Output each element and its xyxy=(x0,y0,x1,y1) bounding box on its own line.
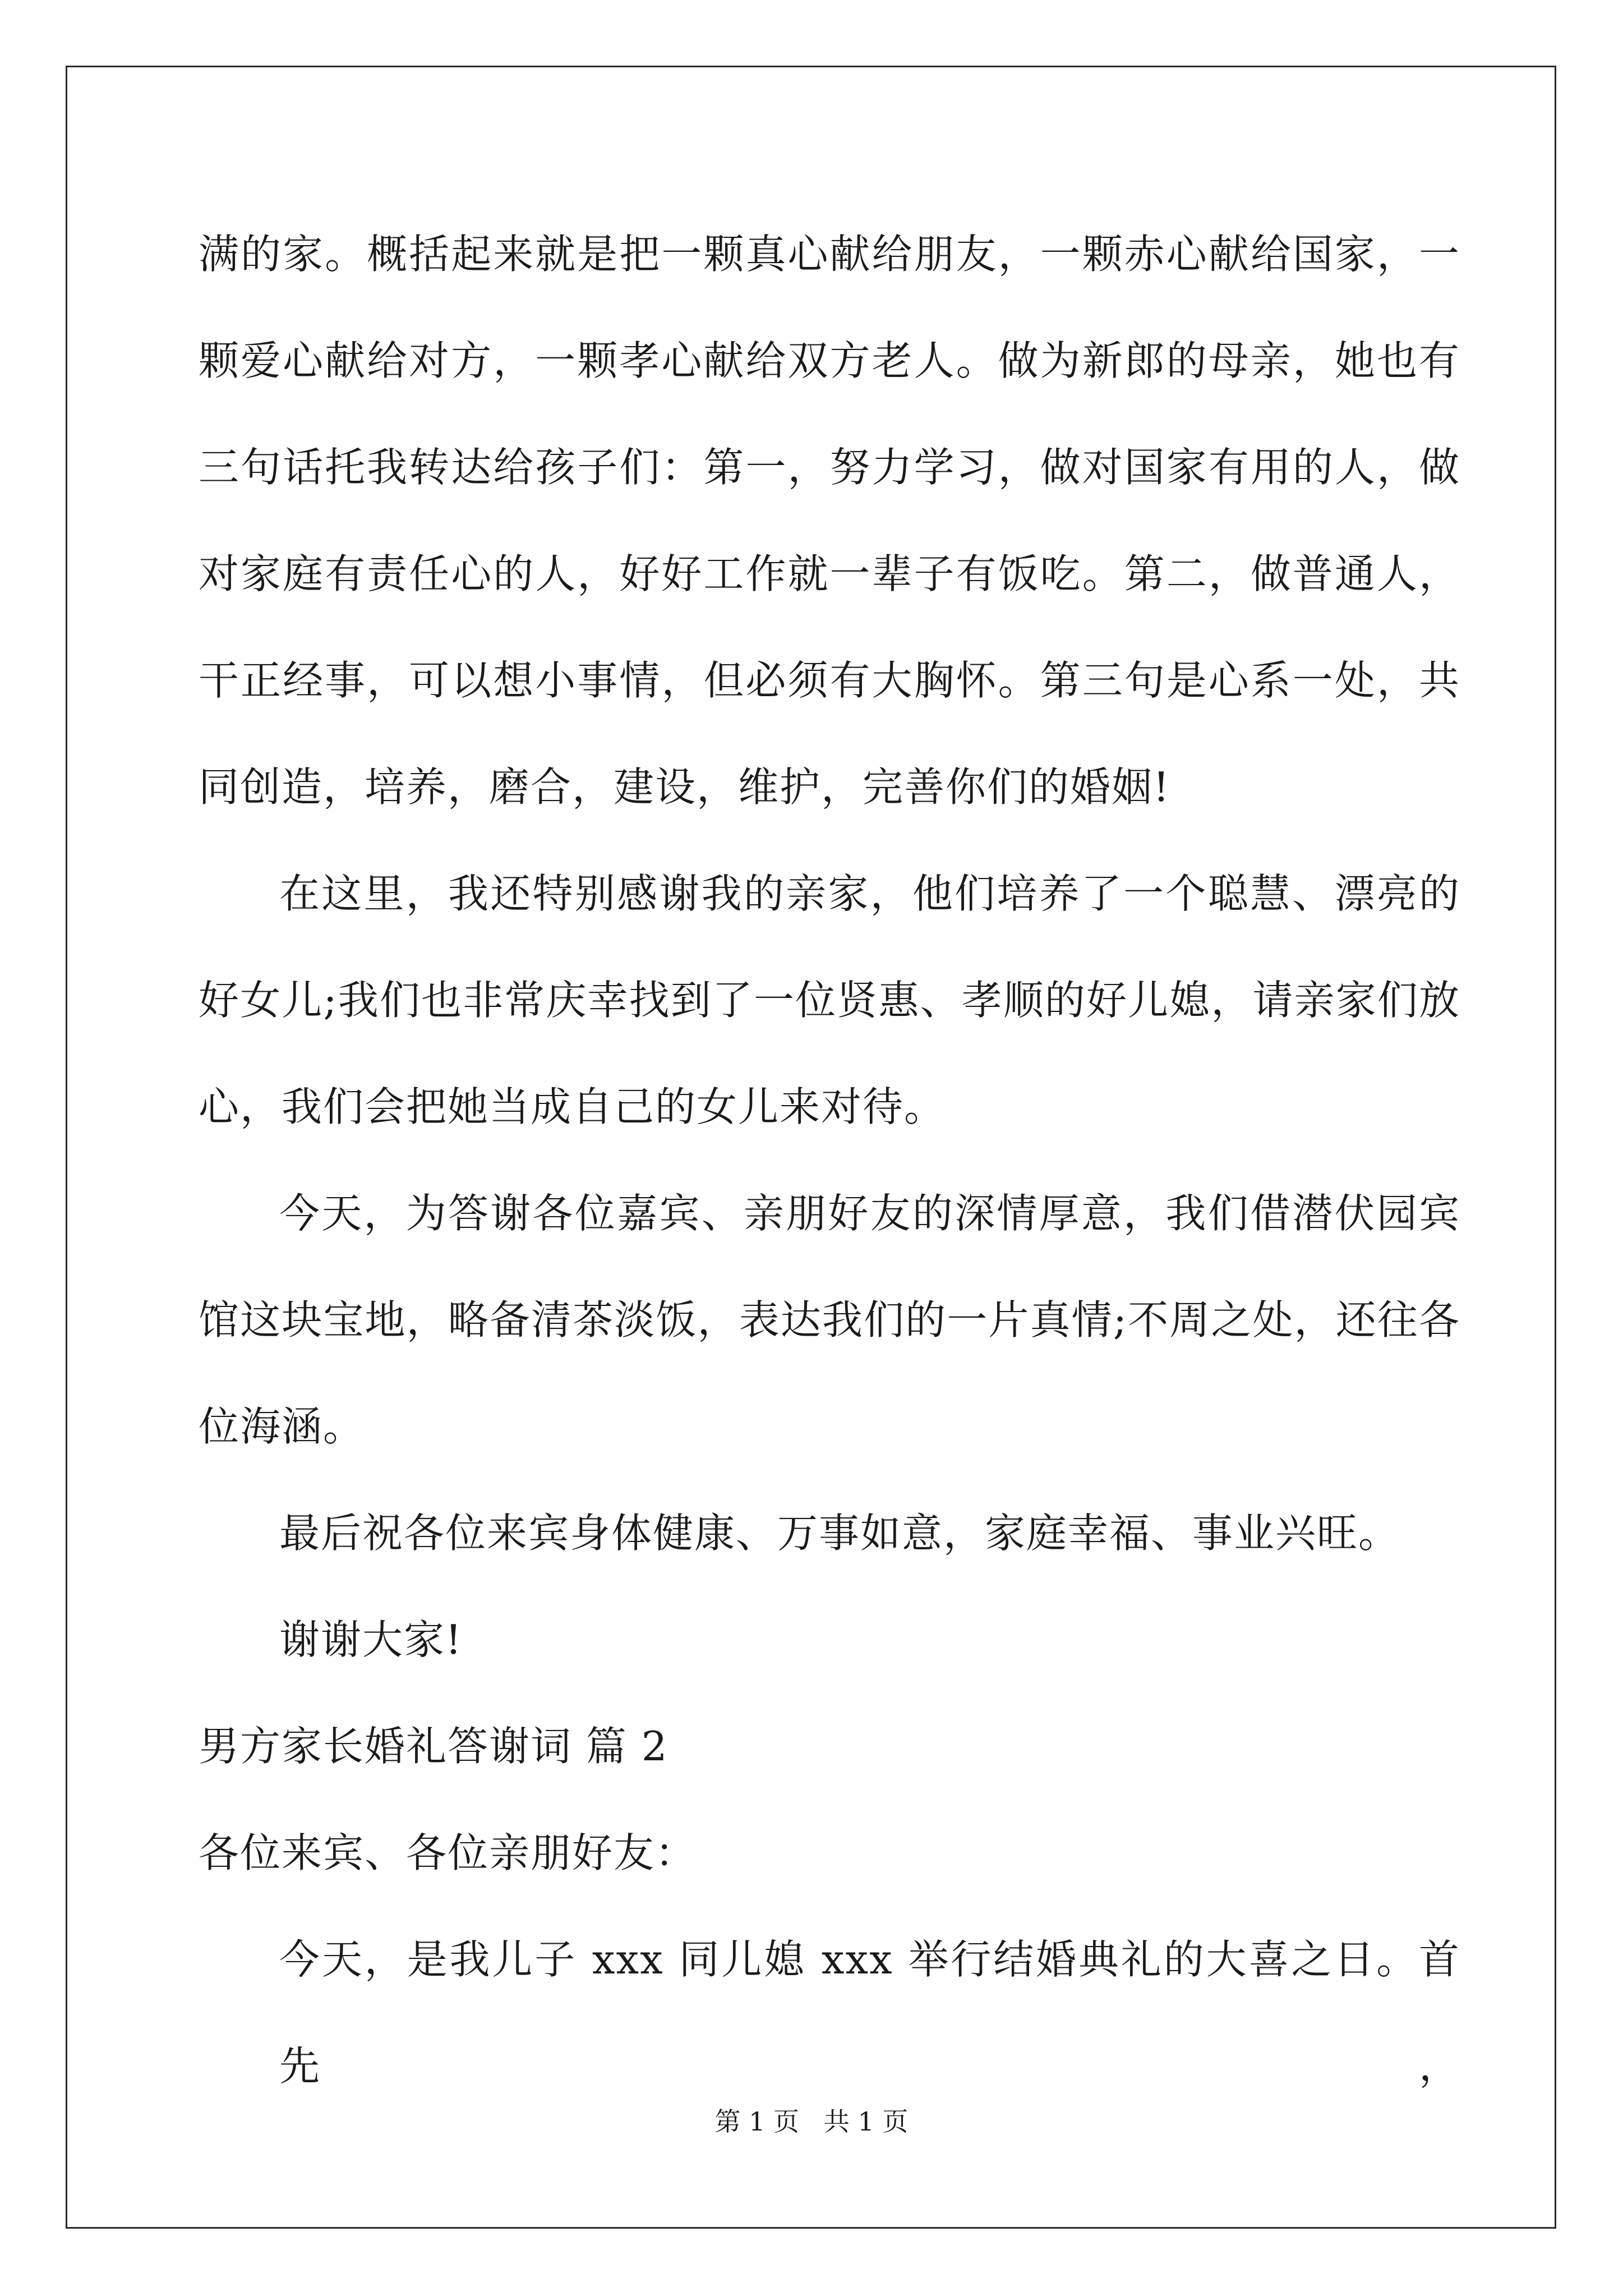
closing-thanks: 谢谢大家! xyxy=(279,1616,463,1663)
text-line: 心，我们会把她当成自己的女儿来对待。 xyxy=(199,1083,946,1130)
paragraph-start: 在这里，我还特别感谢我的亲家，他们培养了一个聪慧、漂亮的 xyxy=(279,870,1460,917)
text-line: 对家庭有责任心的人，好好工作就一辈子有饭吃。第二，做普通人， xyxy=(199,550,1460,597)
text-line: 满的家。概括起来就是把一颗真心献给朋友，一颗赤心献给国家，一 xyxy=(199,231,1460,278)
text-line: 三句话托我转达给孩子们：第一，努力学习，做对国家有用的人，做 xyxy=(199,444,1460,491)
text-line: 馆这块宝地，略备清茶淡饭，表达我们的一片真情;不周之处，还往各 xyxy=(199,1296,1460,1343)
paragraph-start: 今天，是我儿子 xxx 同儿媳 xxx 举行结婚典礼的大喜之日。首先， xyxy=(279,1936,1460,2090)
section-heading: 男方家长婚礼答谢词 篇 2 xyxy=(199,1723,668,1770)
paragraph-start: 最后祝各位来宾身体健康、万事如意，家庭幸福、事业兴旺。 xyxy=(279,1510,1400,1557)
text-line: 好女儿;我们也非常庆幸找到了一位贤惠、孝顺的好儿媳，请亲家们放 xyxy=(199,977,1460,1024)
page-footer: 第 1 页 共 1 页 xyxy=(714,2106,909,2137)
document-body xyxy=(199,201,1460,2090)
text-line: 位海涵。 xyxy=(199,1403,365,1450)
paragraph-start: 今天，为答谢各位嘉宾、亲朋好友的深情厚意，我们借潜伏园宾 xyxy=(279,1190,1460,1237)
text-line: 干正经事，可以想小事情，但必须有大胸怀。第三句是心系一处，共 xyxy=(199,657,1460,704)
text-line: 同创造，培养，磨合，建设，维护，完善你们的婚姻! xyxy=(199,763,1170,811)
salutation: 各位来宾、各位亲朋好友： xyxy=(199,1829,697,1876)
text-line: 颗爱心献给对方，一颗孝心献给双方老人。做为新郎的母亲，她也有 xyxy=(199,337,1460,384)
